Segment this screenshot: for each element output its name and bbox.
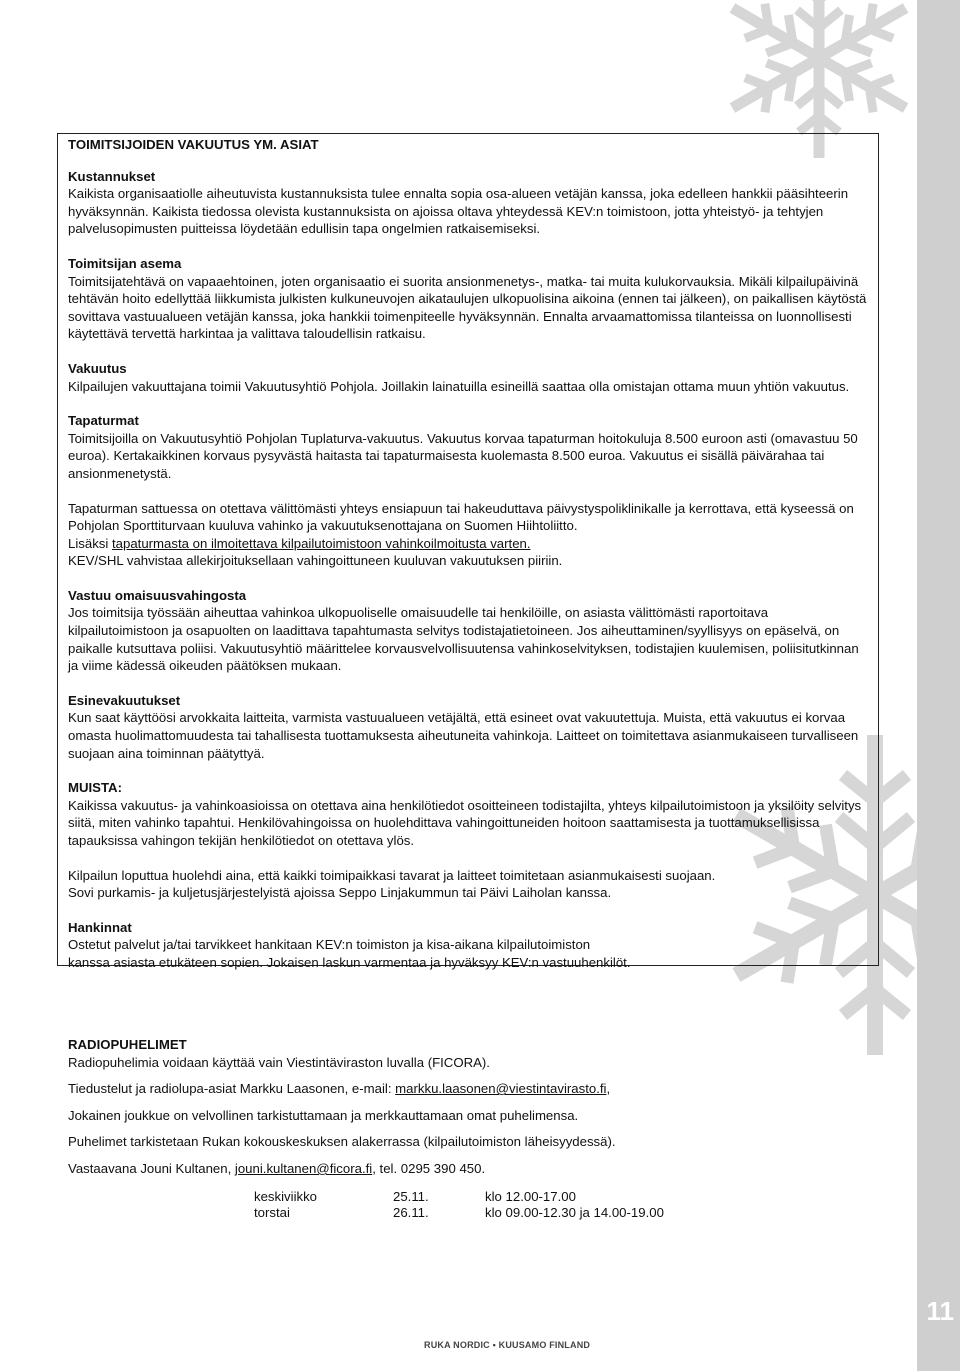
radio-text-prefix: Tiedustelut ja radiolupa-asiat Markku Laasonen, e-mail:	[68, 1081, 396, 1097]
notice-prefix: Lisäksi	[68, 535, 112, 551]
section-heading-muista: MUISTA:	[68, 780, 122, 796]
section-text: Kaikista organisaatiolle aiheutuvista kustannuksista tulee ennalta sopia osa-alueen vetäjän kanssa, joka edelleen hankkii pääsihteerin hyväksynnän. Kaikista tiedossa olevista kustannuksista on ajoissa oltava yhteydessä KEV:n toimistoon, jotta yhteistyö- ja tehtyjen palvelusopimusten puitteissa löydetään edullisin tapa ongelmien ratkaisemiseksi.	[68, 186, 849, 237]
section-heading-hankinnat: Hankinnat	[68, 919, 132, 935]
schedule-time: klo 09.00-12.30 ja 14.00-19.00	[485, 1205, 664, 1220]
schedule-day: keskiviikko	[254, 1189, 318, 1204]
radio-text: Puhelimet tarkistetaan Rukan kokouskeskuksen alakerrassa (kilpailutoimiston läheisyydessä).	[68, 1134, 616, 1150]
section-text	[68, 535, 868, 553]
email-link-kultanen[interactable]: jouni.kultanen@ficora.fi	[234, 1160, 373, 1176]
schedule-day: torstai	[254, 1205, 290, 1220]
section-heading-esinevakuutukset: Esinevakuutukset	[68, 692, 181, 708]
section-heading-vakuutus: Vakuutus	[68, 360, 127, 376]
radio-text	[68, 1160, 848, 1178]
radio-text-suffix: , tel. 0295 390 450.	[372, 1160, 486, 1176]
table-row	[254, 1189, 664, 1205]
section-heading-toimitsijan-asema: Toimitsijan asema	[68, 255, 182, 271]
schedule-time: klo 12.00-17.00	[485, 1189, 576, 1204]
section-text: Kilpailun loputtua huolehdi aina, että kaikki toimipaikkasi tavarat ja laitteet toimitetaan asianmukaisesti suojaan.	[68, 867, 716, 883]
radio-text	[68, 1080, 848, 1098]
section-text: Toimitsijatehtävä on vapaaehtoinen, joten organisaatio ei suorita ansionmenetys-, matka- tai muita kulukorvauksia. Mikäli kilpailupäivinä tehtävän hoito edellyttää liikkumista julkisten kulkuneuvojen aikataulujen ulkopuolisina aikoina (ennen tai jälkeen), on paikallisen käytöstä sovittava vastuualueen vetäjän kanssa, joka hankkii toimenpiteelle hyväksynnän. Ennalta arvaamattomissa tilanteissa on luonnollisesti käytettävä tervettä harkintaa ja valittava taloudellisin ratkaisu.	[68, 273, 867, 342]
radio-section	[68, 1036, 848, 1187]
info-box	[68, 136, 868, 972]
section-text: Sovi purkamis- ja kuljetusjärjestelyistä ajoissa Seppo Linjakummun tai Päivi Laiholan kanssa.	[68, 885, 612, 901]
email-link-laasonen[interactable]: markku.laasonen@viestintavirasto.fi	[395, 1081, 607, 1097]
section-heading-kustannukset: Kustannukset	[68, 168, 156, 184]
section-text: Ostetut palvelut ja/tai tarvikkeet hankitaan KEV:n toimiston ja kisa-aikana kilpailutoimiston	[68, 937, 591, 953]
schedule-table	[254, 1189, 664, 1221]
section-text: KEV/SHL vahvistaa allekirjoituksellaan vahingoittuneen kuuluvan vakuutuksen piiriin.	[68, 553, 563, 569]
section-text: Kaikissa vakuutus- ja vahinkoasioissa on otettava aina henkilötiedot osoitteineen todistajilta, yhteys kilpailutoimistoon ja yksilöity selvitys siitä, miten vahinko tapahtui. Henkilövahingoissa on huolehdittava vahingoittuneiden hoitoon saattamisesta ja tuottamuksellisissa tapauksissa vahingon tekijän henkilötiedot on otettava ylös.	[68, 797, 862, 848]
radio-heading: RADIOPUHELIMET	[68, 1037, 187, 1052]
radio-text-prefix: Vastaavana Jouni Kultanen,	[68, 1160, 235, 1176]
radio-text-suffix: ,	[606, 1081, 611, 1097]
table-row	[254, 1205, 664, 1221]
section-text: Toimitsijoilla on Vakuutusyhtiö Pohjolan Tuplaturva-vakuutus. Vakuutus korvaa tapaturman hoitokuluja 8.500 euroon asti (omavastuu 50 euroa). Kertakaikkinen korvaus pysyvästä haitasta tai tapaturmaisesta kuolemasta 8.500 euroa. Vakuutus ei sisällä päivärahaa tai ansionmenetystä.	[68, 430, 858, 481]
section-text: Kilpailujen vakuuttajana toimii Vakuutusyhtiö Pohjola. Joillakin lainatuilla esineillä saattaa olla omistajan ottama muun yhtiön vakuutus.	[68, 378, 850, 394]
schedule-date: 26.11.	[393, 1205, 429, 1220]
schedule-date: 25.11.	[393, 1189, 429, 1204]
section-text: kanssa asiasta etukäteen sopien. Jokaisen laskun varmentaa ja hyväksyy KEV:n vastuuhenkilöt.	[68, 954, 631, 970]
section-heading-vastuu: Vastuu omaisuusvahingosta	[68, 587, 247, 603]
section-text: Tapaturman sattuessa on otettava välittömästi yhteys ensiapuun tai hakeuduttava päivystyspoliklinikalle ja kerrottava, että kyseessä on Pohjolan Sporttiturvaan kuuluva vahinko ja vakuutuksenottajana on Suomen Hiihtoliitto.	[68, 500, 854, 534]
notice-underlined: tapaturmasta on ilmoitettava kilpailutoimistoon vahinkoilmoitusta varten.	[111, 535, 531, 551]
footer-brand: RUKA NORDIC • KUUSAMO FINLAND	[424, 1340, 591, 1350]
radio-text: Jokainen joukkue on velvollinen tarkistuttamaan ja merkkauttamaan omat puhelimensa.	[68, 1107, 579, 1123]
section-text: Kun saat käyttöösi arvokkaita laitteita, varmista vastuualueen vetäjältä, että esineet ovat vakuutettuja. Muista, että vakuutus ei korvaa omasta huolimattomuudesta tai tahallisesta tuottamuksesta aiheutuneita vahinkoja. Laitteet on toimitettava asianmukaiseen turvalliseen suojaan aina toiminnan päätyttyä.	[68, 710, 859, 761]
side-band	[917, 0, 960, 1371]
box-title: TOIMITSIJOIDEN VAKUUTUS YM. ASIAT	[68, 137, 319, 152]
radio-text: Radiopuhelimia voidaan käyttää vain Viestintäviraston luvalla (FICORA).	[68, 1054, 490, 1070]
section-text: Jos toimitsija työssään aiheuttaa vahinkoa ulkopuoliselle omaisuudelle tai henkilöille, on asiasta välittömästi raportoitava kilpailutoimistoon ja osapuolten on laadittava tapahtumasta selvitys todistajatietoineen. Jos aiheuttaminen/syyllisyys on epäselvä, on paikalle kutsuttava poliisi. Vakuutusyhtiö määrittelee korvausvelvollisuutensa vahinkoselvityksen, todistajien kuulemisen, poliisitutkinnan ja viime kädessä oikeuden päätöksen mukaan.	[68, 605, 859, 674]
page-number: 11	[926, 1296, 954, 1326]
section-heading-tapaturmat: Tapaturmat	[68, 413, 139, 429]
